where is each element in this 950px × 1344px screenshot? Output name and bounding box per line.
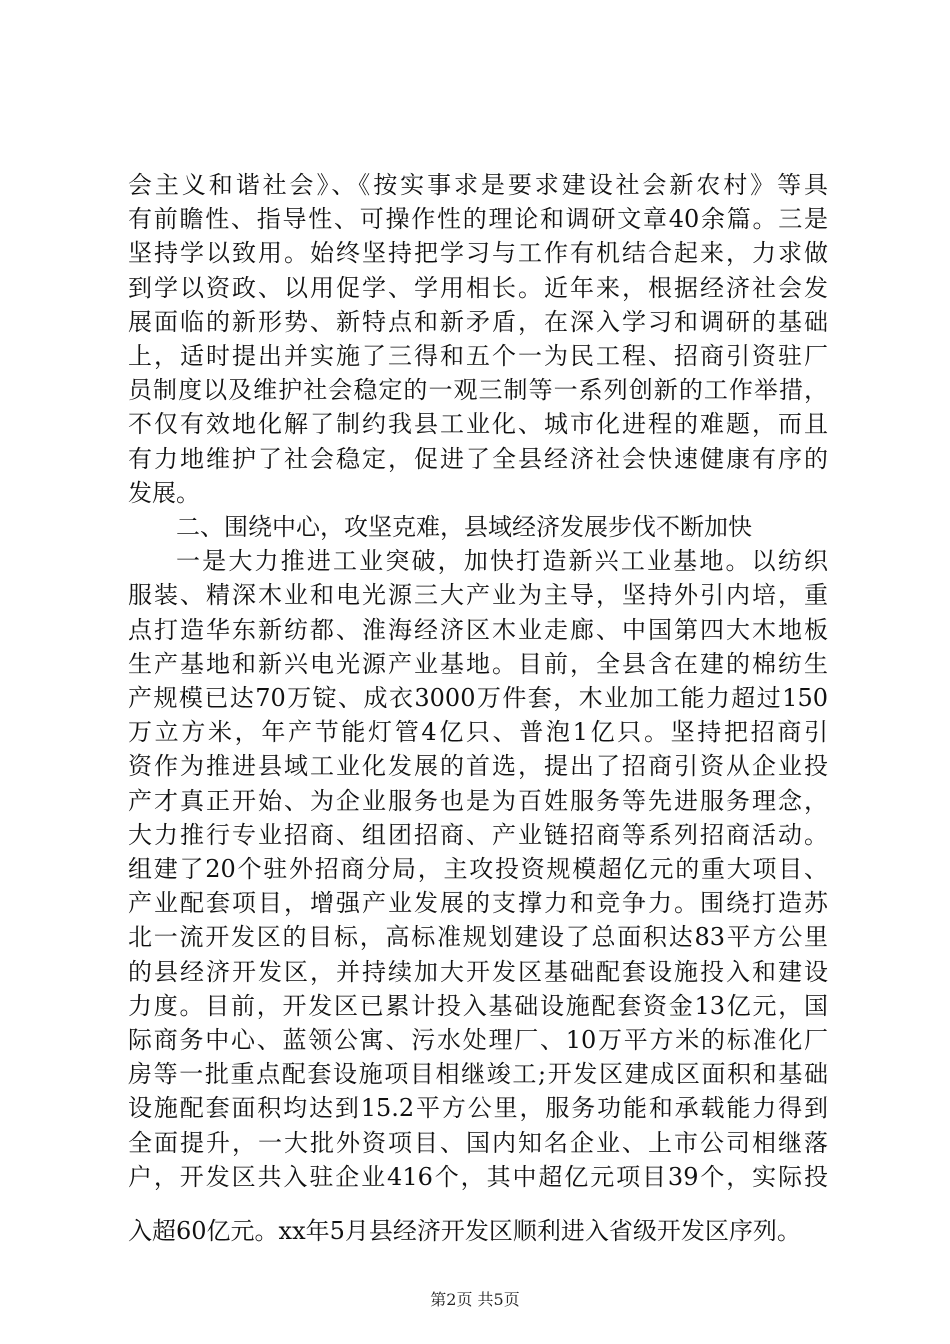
- text-line: 入超60亿元。xx年5月县经济开发区顺利进入省级开发区序列。: [128, 1217, 801, 1245]
- page-footer: 第2页 共5页: [430, 1290, 520, 1309]
- text-line: 的县经济开发区，并持续加大开发区基础配套设施投入和建设: [128, 958, 828, 986]
- text-line: 户，开发区共入驻企业416个，其中超亿元项目39个，实际投: [128, 1163, 828, 1191]
- text-line: 资作为推进县域工业化发展的首选，提出了招商引资从企业投: [128, 752, 828, 780]
- text-line: 服装、精深木业和电光源三大产业为主导，坚持外引内培，重: [128, 581, 828, 609]
- text-line: 会主义和谐社会》、《按实事求是要求建设社会新农村》等具: [128, 171, 828, 199]
- text-line: 展面临的新形势、新特点和新矛盾，在深入学习和调研的基础: [128, 308, 828, 336]
- text-line: 到学以资政、以用促学、学用相长。近年来，根据经济社会发: [128, 274, 828, 302]
- text-line: 产业配套项目，增强产业发展的支撑力和竞争力。围绕打造苏: [128, 889, 828, 917]
- text-line: 组建了20个驻外招商分局，主攻投资规模超亿元的重大项目、: [128, 855, 828, 883]
- text-line: 力度。目前，开发区已累计投入基础设施配套资金13亿元，国: [128, 992, 828, 1020]
- paragraph-first-line: 一是大力推进工业突破，加快打造新兴工业基地。以纺织: [176, 547, 828, 575]
- text-line: 大力推行专业招商、组团招商、产业链招商等系列招商活动。: [128, 821, 828, 849]
- text-line: 坚持学以致用。始终坚持把学习与工作有机结合起来，力求做: [128, 239, 828, 267]
- text-line: 北一流开发区的目标，高标准规划建设了总面积达83平方公里: [128, 923, 828, 951]
- text-line: 全面提升，一大批外资项目、国内知名企业、上市公司相继落: [128, 1129, 828, 1157]
- text-line: 产规模已达70万锭、成衣3000万件套，木业加工能力超过150: [128, 684, 828, 712]
- text-line: 有力地维护了社会稳定，促进了全县经济社会快速健康有序的: [128, 445, 828, 473]
- text-line: 房等一批重点配套设施项目相继竣工;开发区建成区面积和基础: [128, 1060, 828, 1088]
- text-line: 有前瞻性、指导性、可操作性的理论和调研文章40余篇。三是: [128, 205, 828, 233]
- text-line: 生产基地和新兴电光源产业基地。目前，全县含在建的棉纺生: [128, 650, 828, 678]
- text-line: 际商务中心、蓝领公寓、污水处理厂、10万平方米的标准化厂: [128, 1026, 828, 1054]
- text-line: 不仅有效地化解了制约我县工业化、城市化进程的难题，而且: [128, 410, 828, 438]
- text-line: 员制度以及维护社会稳定的一观三制等一系列创新的工作举措，: [128, 376, 828, 404]
- text-line: 万立方米，年产节能灯管4亿只、普泡1亿只。坚持把招商引: [128, 718, 828, 746]
- text-line: 设施配套面积均达到15.2平方公里，服务功能和承载能力得到: [128, 1094, 828, 1122]
- text-line: 上，适时提出并实施了三得和五个一为民工程、招商引资驻厂: [128, 342, 828, 370]
- text-line: 产才真正开始、为企业服务也是为百姓服务等先进服务理念，: [128, 787, 828, 815]
- section-heading: 二、围绕中心，攻坚克难，县域经济发展步伐不断加快: [176, 513, 752, 541]
- text-line: 发展。: [128, 479, 200, 507]
- text-line: 点打造华东新纺都、淮海经济区木业走廊、中国第四大木地板: [128, 616, 828, 644]
